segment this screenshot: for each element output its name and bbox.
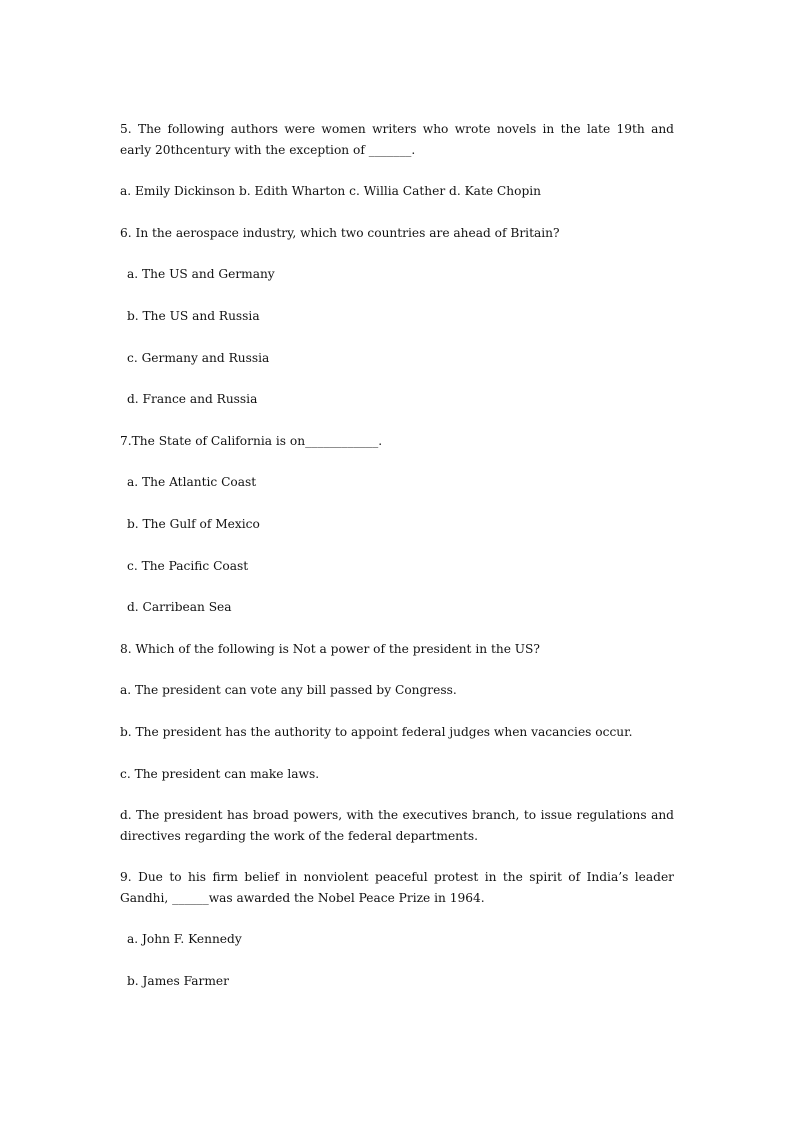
question-9-option-b: b. James Farmer (127, 974, 229, 989)
question-7-option-d: d. Carribean Sea (127, 600, 232, 615)
question-8-option-d: d. The president has broad powers, with the executives branch, to issue regulations and directives regarding the work of the federal departments. (120, 808, 678, 843)
question-7-stem: 7.The State of California is on____________. (120, 433, 383, 448)
question-6-option-a: a. The US and Germany (127, 267, 275, 282)
question-6-option-c: c. Germany and Russia (127, 350, 270, 365)
question-7-option-a: a. The Atlantic Coast (127, 475, 257, 490)
question-9-option-a: a. John F. Kennedy (127, 932, 242, 947)
question-6-stem: 6. In the aerospace industry, which two countries are ahead of Britain? (120, 225, 560, 240)
question-8-option-a: a. The president can vote any bill passed by Congress. (120, 683, 457, 698)
question-8-option-b: b. The president has the authority to appoint federal judges when vacancies occur. (120, 724, 633, 739)
document-page (120, 119, 678, 992)
question-8-option-c: c. The president can make laws. (120, 766, 320, 781)
question-7-option-c: c. The Pacific Coast (127, 558, 249, 573)
question-5-stem: 5. The following authors were women writers who wrote novels in the late 19th and early 20thcentury with the exception of _______. (120, 122, 678, 157)
question-8-stem: 8. Which of the following is Not a power of the president in the US? (120, 641, 540, 656)
question-6-option-b: b. The US and Russia (127, 308, 260, 323)
question-5-options: a. Emily Dickinson b. Edith Wharton c. Willia Cather d. Kate Chopin (120, 184, 541, 199)
question-6-option-d: d. France and Russia (127, 392, 258, 407)
question-7-option-b: b. The Gulf of Mexico (127, 516, 260, 531)
question-9-stem: 9. Due to his firm belief in nonviolent peaceful protest in the spirit of India’s leader Gandhi, ______was awarded the Nobel Peace Prize in 1964. (120, 870, 678, 905)
